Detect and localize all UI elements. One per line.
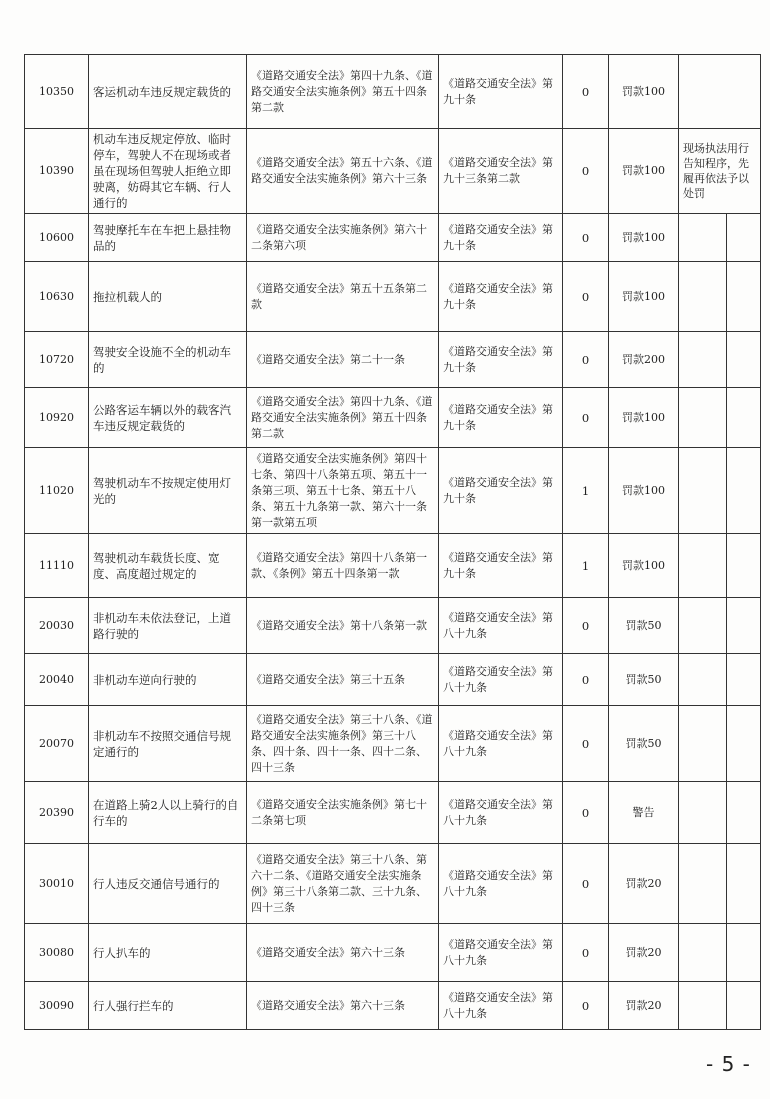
penalty: 警告 (609, 782, 679, 844)
table-row (25, 534, 761, 598)
table-row (25, 982, 761, 1030)
violation-code: 30080 (25, 924, 89, 982)
table-row (25, 214, 761, 262)
legal-basis: 《道路交通安全法》第六十三条 (247, 924, 439, 982)
note (679, 982, 727, 1030)
violation-description: 拖拉机载人的 (89, 262, 247, 332)
penalty: 罚款100 (609, 214, 679, 262)
points: 0 (563, 262, 609, 332)
violation-description: 行人违反交通信号通行的 (89, 844, 247, 924)
note (679, 388, 727, 448)
penalty: 罚款20 (609, 982, 679, 1030)
violation-code: 30090 (25, 982, 89, 1030)
table-row (25, 782, 761, 844)
penalty-basis: 《道路交通安全法》第九十条 (439, 388, 563, 448)
table-row (25, 924, 761, 982)
note-extra (727, 214, 761, 262)
note-extra (727, 982, 761, 1030)
violation-table (24, 54, 761, 1030)
points: 0 (563, 388, 609, 448)
violation-description: 驾驶机动车不按规定使用灯光的 (89, 448, 247, 534)
note (679, 534, 727, 598)
note (679, 782, 727, 844)
note-extra (727, 706, 761, 782)
violation-description: 机动车违反规定停放、临时停车，驾驶人不在现场或者虽在现场但驾驶人拒绝立即驶离，妨碍其它车辆、行人通行的 (89, 129, 247, 214)
legal-basis: 《道路交通安全法》第二十一条 (247, 332, 439, 388)
penalty: 罚款20 (609, 844, 679, 924)
points: 0 (563, 782, 609, 844)
table-row (25, 388, 761, 448)
violation-description: 驾驶安全设施不全的机动车的 (89, 332, 247, 388)
penalty: 罚款100 (609, 534, 679, 598)
violation-code: 10600 (25, 214, 89, 262)
note-extra (727, 598, 761, 654)
violation-description: 驾驶机动车载货长度、宽度、高度超过规定的 (89, 534, 247, 598)
penalty: 罚款50 (609, 706, 679, 782)
note-extra (727, 262, 761, 332)
note (679, 598, 727, 654)
penalty-basis: 《道路交通安全法》第九十条 (439, 55, 563, 129)
points: 0 (563, 55, 609, 129)
violation-code: 20040 (25, 654, 89, 706)
penalty: 罚款100 (609, 55, 679, 129)
violation-description: 客运机动车违反规定载货的 (89, 55, 247, 129)
note-extra (727, 844, 761, 924)
legal-basis: 《道路交通安全法》第十八条第一款 (247, 598, 439, 654)
legal-basis: 《道路交通安全法实施条例》第四十七条、第四十八条第五项、第五十一条第三项、第五十七条、第五十八条、第五十九条第一款、第六十一条第一款第五项 (247, 448, 439, 534)
points: 0 (563, 924, 609, 982)
violation-code: 20390 (25, 782, 89, 844)
note-extra (727, 448, 761, 534)
penalty: 罚款100 (609, 448, 679, 534)
violation-code: 10350 (25, 55, 89, 129)
legal-basis: 《道路交通安全法》第五十五条第二款 (247, 262, 439, 332)
penalty-basis: 《道路交通安全法》第九十条 (439, 262, 563, 332)
violation-description: 非机动车逆向行驶的 (89, 654, 247, 706)
points: 1 (563, 534, 609, 598)
penalty-basis: 《道路交通安全法》第九十条 (439, 332, 563, 388)
penalty: 罚款100 (609, 129, 679, 214)
note (679, 844, 727, 924)
penalty-basis: 《道路交通安全法》第八十九条 (439, 782, 563, 844)
note-extra (727, 388, 761, 448)
violation-description: 行人扒车的 (89, 924, 247, 982)
penalty-basis: 《道路交通安全法》第八十九条 (439, 654, 563, 706)
note (679, 55, 761, 129)
points: 0 (563, 332, 609, 388)
points: 0 (563, 654, 609, 706)
penalty-basis: 《道路交通安全法》第九十条 (439, 534, 563, 598)
penalty: 罚款50 (609, 598, 679, 654)
violation-code: 11110 (25, 534, 89, 598)
penalty-basis: 《道路交通安全法》第八十九条 (439, 982, 563, 1030)
penalty: 罚款50 (609, 654, 679, 706)
note (679, 214, 727, 262)
note: 现场执法用行告知程序，先履再依法予以处罚 (679, 129, 761, 214)
violation-code: 10920 (25, 388, 89, 448)
table-row (25, 129, 761, 214)
table-row (25, 654, 761, 706)
note (679, 262, 727, 332)
legal-basis: 《道路交通安全法》第四十九条、《道路交通安全法实施条例》第五十四条第二款 (247, 388, 439, 448)
violation-description: 在道路上骑2人以上骑行的自行车的 (89, 782, 247, 844)
page-number: - 5 - (706, 1052, 751, 1076)
note-extra (727, 534, 761, 598)
note-extra (727, 654, 761, 706)
violation-code: 10390 (25, 129, 89, 214)
penalty: 罚款100 (609, 388, 679, 448)
penalty: 罚款100 (609, 262, 679, 332)
points: 0 (563, 844, 609, 924)
note (679, 706, 727, 782)
legal-basis: 《道路交通安全法》第三十八条、第六十二条、《道路交通安全法实施条例》第三十八条第二款、三十九条、四十三条 (247, 844, 439, 924)
points: 0 (563, 214, 609, 262)
violation-code: 30010 (25, 844, 89, 924)
penalty-basis: 《道路交通安全法》第九十三条第二款 (439, 129, 563, 214)
violation-description: 驾驶摩托车在车把上悬挂物品的 (89, 214, 247, 262)
violation-code: 20030 (25, 598, 89, 654)
violation-code: 10720 (25, 332, 89, 388)
points: 1 (563, 448, 609, 534)
violation-description: 非机动车不按照交通信号规定通行的 (89, 706, 247, 782)
legal-basis: 《道路交通安全法实施条例》第七十二条第七项 (247, 782, 439, 844)
violation-description: 非机动车未依法登记，上道路行驶的 (89, 598, 247, 654)
note (679, 448, 727, 534)
penalty-basis: 《道路交通安全法》第九十条 (439, 214, 563, 262)
points: 0 (563, 706, 609, 782)
note (679, 654, 727, 706)
legal-basis: 《道路交通安全法》第六十三条 (247, 982, 439, 1030)
table-row (25, 448, 761, 534)
violation-description: 公路客运车辆以外的载客汽车违反规定载货的 (89, 388, 247, 448)
legal-basis: 《道路交通安全法》第四十八条第一款、《条例》第五十四条第一款 (247, 534, 439, 598)
legal-basis: 《道路交通安全法》第三十八条、《道路交通安全法实施条例》第三十八条、四十条、四十一条、四十二条、四十三条 (247, 706, 439, 782)
table-row (25, 332, 761, 388)
table-row (25, 598, 761, 654)
penalty-basis: 《道路交通安全法》第八十九条 (439, 924, 563, 982)
table-row (25, 844, 761, 924)
note (679, 332, 727, 388)
points: 0 (563, 598, 609, 654)
note (679, 924, 727, 982)
legal-basis: 《道路交通安全法实施条例》第六十二条第六项 (247, 214, 439, 262)
penalty: 罚款200 (609, 332, 679, 388)
legal-basis: 《道路交通安全法》第三十五条 (247, 654, 439, 706)
violation-code: 20070 (25, 706, 89, 782)
penalty: 罚款20 (609, 924, 679, 982)
table-row (25, 706, 761, 782)
points: 0 (563, 129, 609, 214)
penalty-basis: 《道路交通安全法》第八十九条 (439, 598, 563, 654)
points: 0 (563, 982, 609, 1030)
legal-basis: 《道路交通安全法》第四十九条、《道路交通安全法实施条例》第五十四条第二款 (247, 55, 439, 129)
table-row (25, 55, 761, 129)
penalty-basis: 《道路交通安全法》第八十九条 (439, 706, 563, 782)
legal-basis: 《道路交通安全法》第五十六条、《道路交通安全法实施条例》第六十三条 (247, 129, 439, 214)
violation-code: 10630 (25, 262, 89, 332)
penalty-basis: 《道路交通安全法》第九十条 (439, 448, 563, 534)
violation-code: 11020 (25, 448, 89, 534)
note-extra (727, 782, 761, 844)
note-extra (727, 924, 761, 982)
note-extra (727, 332, 761, 388)
penalty-basis: 《道路交通安全法》第八十九条 (439, 844, 563, 924)
table-row (25, 262, 761, 332)
violation-description: 行人强行拦车的 (89, 982, 247, 1030)
